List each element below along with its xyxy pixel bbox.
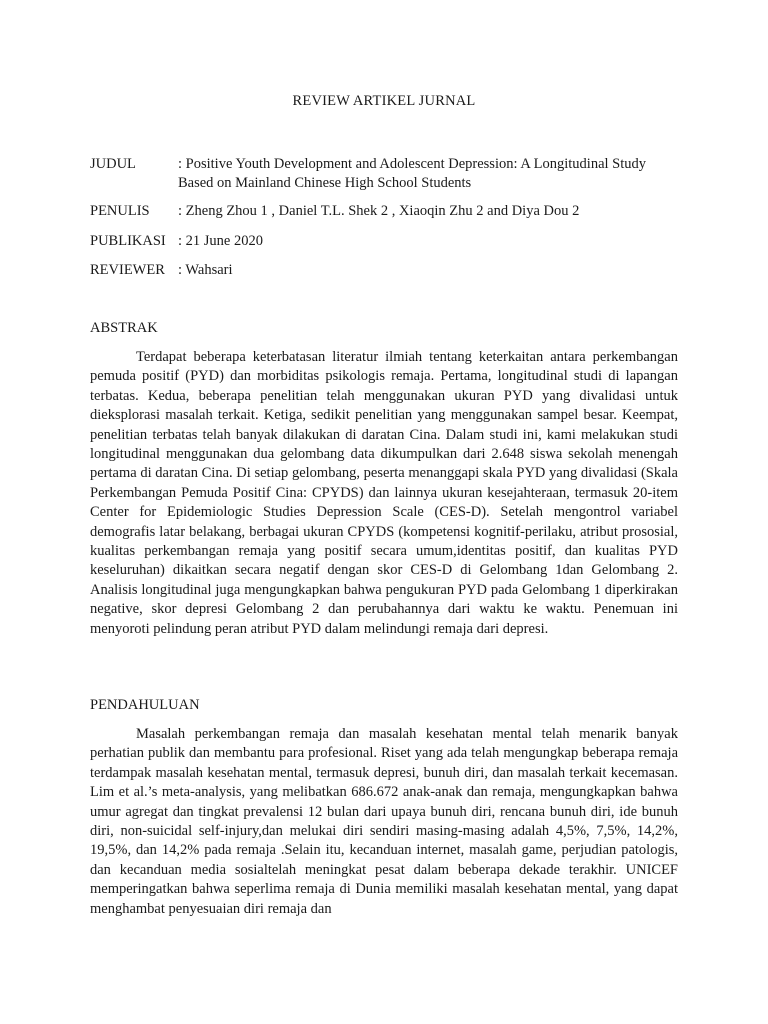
meta-value: : Positive Youth Development and Adolescent Depression: A Longitudinal Study Based on Mainland Chinese High School Students <box>178 156 647 191</box>
pendahuluan-paragraph: Masalah perkembangan remaja dan masalah kesehatan mental telah menarik banyak perhatian publik dan membantu para profesional. Riset yang ada telah mengungkap beberapa remaja terdampak masalah kesehatan mental, termasuk depresi, bunuh diri, dan masalah terkait kecemasan. Lim et al.’s meta-analysis, yang melibatkan 686.672 anak-anak dan remaja, mengungkapkan bahwa umur agregat dan tingkat prevalensi 12 bulan dari upaya bunuh diri, rencana bunuh diri, ide bunuh diri, non-suicidal self-injury,dan melukai diri sendiri masing-masing adalah 4,5%, 7,5%, 14,2%, 19,5%, dan 14,2% pada remaja .Selain itu, kecanduan internet, masalah game, perjudian patologis, dan kecanduan media sosialtelah meningkat pesat dalam beberapa dekade terakhir. UNICEF memperingatkan bahwa seperlima remaja di Dunia memiliki masalah kesehatan mental, yang dapat menghambat penyesuaian diri remaja dan <box>90 726 678 917</box>
meta-label: PUBLIKASI <box>90 233 166 249</box>
meta-value: : Zheng Zhou 1 , Daniel T.L. Shek 2 , Xiaoqin Zhu 2 and Diya Dou 2 <box>178 203 580 219</box>
meta-label: REVIEWER <box>90 262 165 278</box>
meta-label: JUDUL <box>90 156 136 172</box>
meta-label: PENULIS <box>90 203 150 219</box>
meta-value: : Wahsari <box>178 262 233 278</box>
document-title: REVIEW ARTIKEL JURNAL <box>292 93 476 109</box>
pendahuluan-heading: PENDAHULUAN <box>90 697 200 713</box>
abstrak-heading: ABSTRAK <box>90 320 158 336</box>
abstrak-paragraph: Terdapat beberapa keterbatasan literatur ilmiah tentang keterkaitan antara perkembangan pemuda positif (PYD) dan morbiditas psikologis remaja. Pertama, longitudinal studi di lapangan terbatas. Kedua, beberapa penelitian telah menggunakan ukuran PYD yang divalidasi untuk dieksplorasi masalah terkait. Ketiga, sedikit penelitian yang menggunakan sampel besar. Keempat, penelitian terbatas telah banyak dilakukan di daratan Cina. Dalam studi ini, kami melakukan studi longitudinal menggunakan dua gelombang data dikumpulkan dari 2.648 siswa sekolah menengah pertama di daratan Cina. Di setiap gelombang, peserta menanggapi skala PYD yang divalidasi (Skala Perkembangan Pemuda Positif Cina: CPYDS) dan lainnya ukuran kesejahteraan, termasuk 20-item Center for Epidemiologic Studies Depression Scale (CES-D). Setelah mengontrol variabel demografis latar belakang, berbagai ukuran CPYDS (kompetensi kognitif-perilaku, atribut prososial, kualitas perkembangan remaja yang positif secara umum,identitas positif, dan kualitas PYD keseluruhan) dikaitkan secara negatif dengan skor CES-D di Gelombang 1dan Gelombang 2. Analisis longitudinal juga mengungkapkan bahwa pengukuran PYD pada Gelombang 1 diperkirakan negative, skor depresi Gelombang 2 dan perubahannya dari waktu ke waktu. Penemuan ini menyoroti pelindung peran atribut PYD dalam melindungi remaja dari depresi. <box>90 349 678 637</box>
meta-value: : 21 June 2020 <box>178 233 263 249</box>
